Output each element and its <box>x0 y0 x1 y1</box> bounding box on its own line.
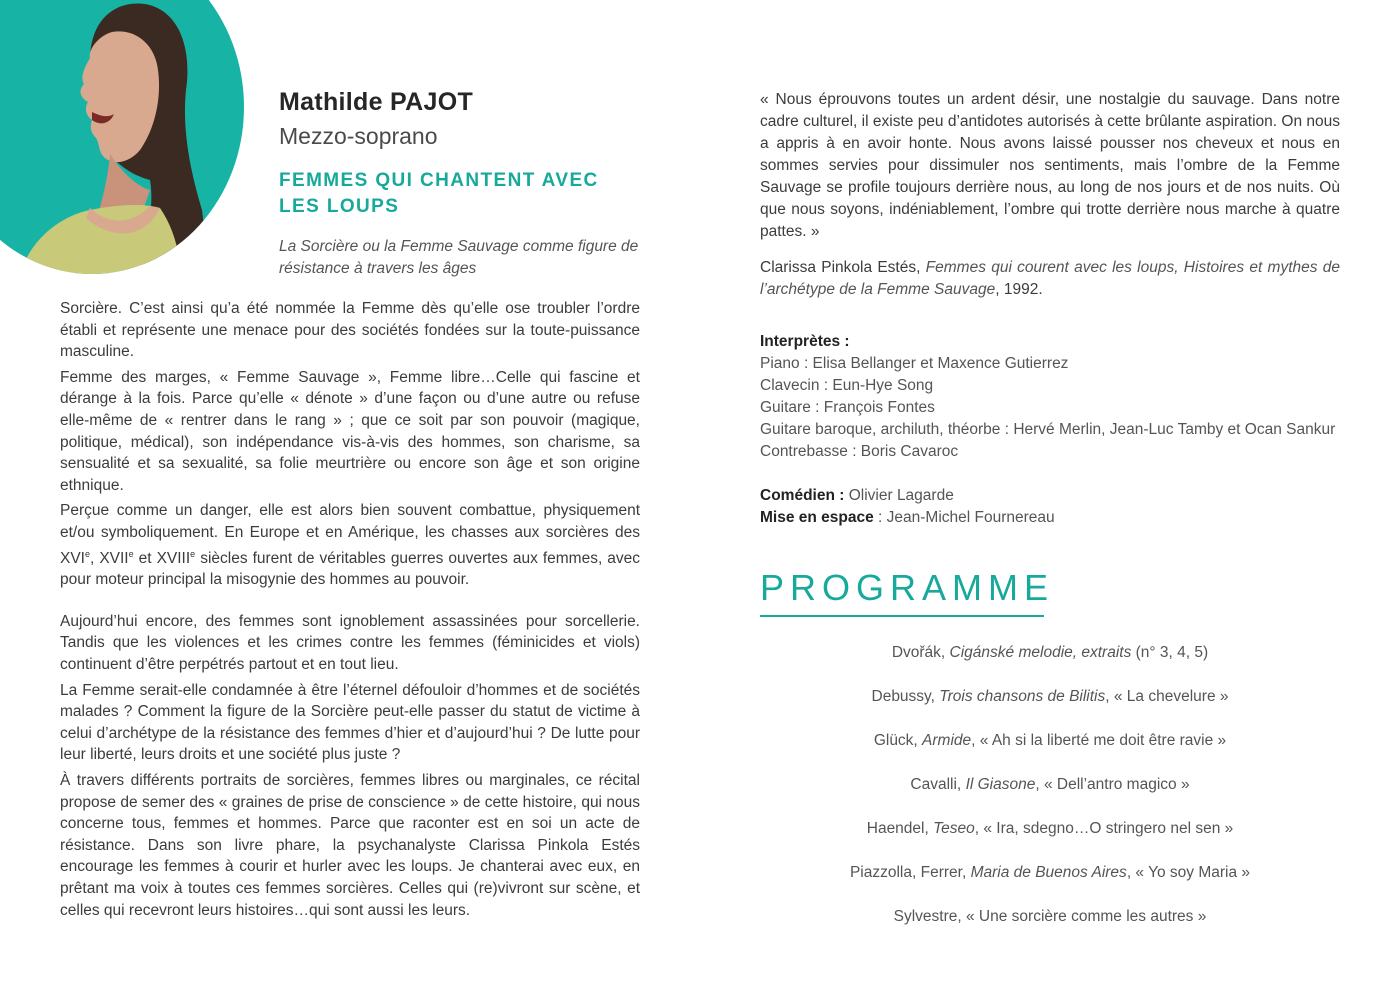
paragraph-3-text-d: siècles furent de véritables guerres ouvertes aux femmes, avec pour moteur principal la misogynie des hommes au pouvoir. <box>60 549 641 589</box>
programme-heading: PROGRAMME <box>760 567 1044 617</box>
citation-work: Femmes qui courent avec les loups, Histoires et mythes de l’archétype de la Femme Sauvage <box>760 259 1340 298</box>
superscript: e <box>84 548 90 559</box>
paragraph-2: Femme des marges, « Femme Sauvage », Femme libre…Celle qui fascine et dérange à la fois. Parce qu’elle « dénote » d’une façon ou d’une autre ou refuse elle-même de « rentrer dans le rang » ; que ce soit par son pouvoir (magique, politique, médical), son indépendance vis-à-vis des hommes, son charisme, sa sensualité et sa sexualité, sa folie meurtrière ou encore son âge et son origine ethnique. <box>60 368 640 494</box>
paragraph-5: La Femme serait-elle condamnée à être l’éternel défouloir d’hommes et de sociétés malades ? Comment la figure de la Sorcière peut-elle passer du statut de victime à celui d’archétype de la résistance des femmes d’hier et d’aujourd’hui ? De lutte pour leur liberté, leurs droits et une société plus juste ? <box>60 681 640 764</box>
actor-credit <box>760 485 1340 507</box>
left-column <box>60 298 640 925</box>
programme-item: Sylvestre, « Une sorcière comme les autres » <box>893 908 1207 925</box>
credits-block <box>760 485 1340 529</box>
programme-item: Debussy, Trois chansons de Bilitis, « La chevelure » <box>871 688 1229 705</box>
citation-author: Clarissa Pinkola Estés, <box>760 259 926 276</box>
artist-role: Mezzo-soprano <box>279 123 438 149</box>
staging-credit <box>760 507 1340 529</box>
paragraph-3-text-b: , XVII <box>90 549 129 567</box>
show-title: FEMMES QUI CHANTENT AVEC LES LOUPS <box>279 170 599 217</box>
programme-item: Haendel, Teseo, « Ira, sdegno…O stringero nel sen » <box>866 820 1234 837</box>
performers-heading: Interprètes : <box>760 333 850 350</box>
programme-item: Dvořák, Cigánské melodie, extraits (n° 3, 4, 5) <box>891 644 1209 661</box>
superscript: e <box>128 548 134 559</box>
performer-line: Piano : Elisa Bellanger et Maxence Gutierrez <box>760 355 1069 372</box>
portrait-photo <box>0 0 244 274</box>
citation-year: , 1992. <box>995 281 1043 298</box>
programme-item: Piazzolla, Ferrer, Maria de Buenos Aires, « Yo soy Maria » <box>849 864 1251 881</box>
quote-citation <box>760 257 1340 301</box>
quote-text: « Nous éprouvons toutes un ardent désir, une nostalgie du sauvage. Dans notre cadre culturel, il existe peu d’antidotes autorisés à cette brûlante aspiration. On nous a appris à en avoir honte. Nous avons laissé pousser nos cheveux et nous en sommes servies pour dissimuler nos sentiments, mais l’ombre de la Femme Sauvage se profile toujours derrière nous, au long de nos jours et de nos nuits. Où que nous soyons, indéniablement, l’ombre qui trotte derrière nous marche à quatre pattes. » <box>760 91 1340 240</box>
header <box>279 88 641 280</box>
staging-name: : Jean-Michel Fournereau <box>873 509 1055 526</box>
paragraph-3 <box>60 500 640 591</box>
performer-line: Guitare baroque, archiluth, théorbe : Hervé Merlin, Jean-Luc Tamby et Ocan Sankur <box>760 421 1336 438</box>
programme-item: Glück, Armide, « Ah si la liberté me doit être ravie » <box>873 732 1227 749</box>
programme-item: Cavalli, Il Giasone, « Dell’antro magico » <box>910 776 1190 793</box>
performer-line: Contrebasse : Boris Cavaroc <box>760 443 959 460</box>
artist-name: Mathilde PAJOT <box>279 88 474 116</box>
performers-block <box>760 331 1340 463</box>
staging-label: Mise en espace <box>760 509 874 526</box>
paragraph-3-text-a: Perçue comme un danger, elle est alors bien souvent combattue, physiquement et/ou symboliquement. En Europe et en Amérique, les chasses aux sorcières des XVI <box>60 502 640 567</box>
show-subtitle: La Sorcière ou la Femme Sauvage comme figure de résistance à travers les âges <box>279 238 639 277</box>
performer-line: Guitare : François Fontes <box>760 399 935 416</box>
paragraph-4: Aujourd’hui encore, des femmes sont ignoblement assassinées pour sorcellerie. Tandis que les violences et les crimes contre les femmes (féminicides et viols) continuent d’être perpétrés partout et en tout lieu. <box>60 612 640 674</box>
programme-list <box>760 631 1340 939</box>
paragraph-1: Sorcière. C’est ainsi qu’a été nommée la Femme dès qu’elle ose troubler l’ordre établi et représente une menace pour des sociétés fondées sur la toute-puissance masculine. <box>60 300 640 361</box>
actor-name: Olivier Lagarde <box>844 487 954 504</box>
portrait-illustration <box>0 0 244 274</box>
actor-label: Comédien : <box>760 487 845 504</box>
right-column <box>760 89 1340 939</box>
paragraph-3-text-c: et XVIII <box>133 549 191 567</box>
superscript: e <box>190 548 196 559</box>
paragraph-6: À travers différents portraits de sorcières, femmes libres ou marginales, ce récital propose de semer des « graines de prise de conscience » de cette histoire, qui nous concerne tous, femmes et hommes. Parce que raconter est en soi un acte de résistance. Dans son livre phare, la psychanalyste Clarissa Pinkola Estés encourage les femmes à courir et hurler avec les loups. Je chanterai avec eux, en prêtant ma voix à toutes ces femmes sorcières. Celles qui (re)vivront sur scène, et celles qui recevront leurs histoires…qui sont aussi les leurs. <box>60 772 640 919</box>
performer-line: Clavecin : Eun-Hye Song <box>760 377 934 394</box>
